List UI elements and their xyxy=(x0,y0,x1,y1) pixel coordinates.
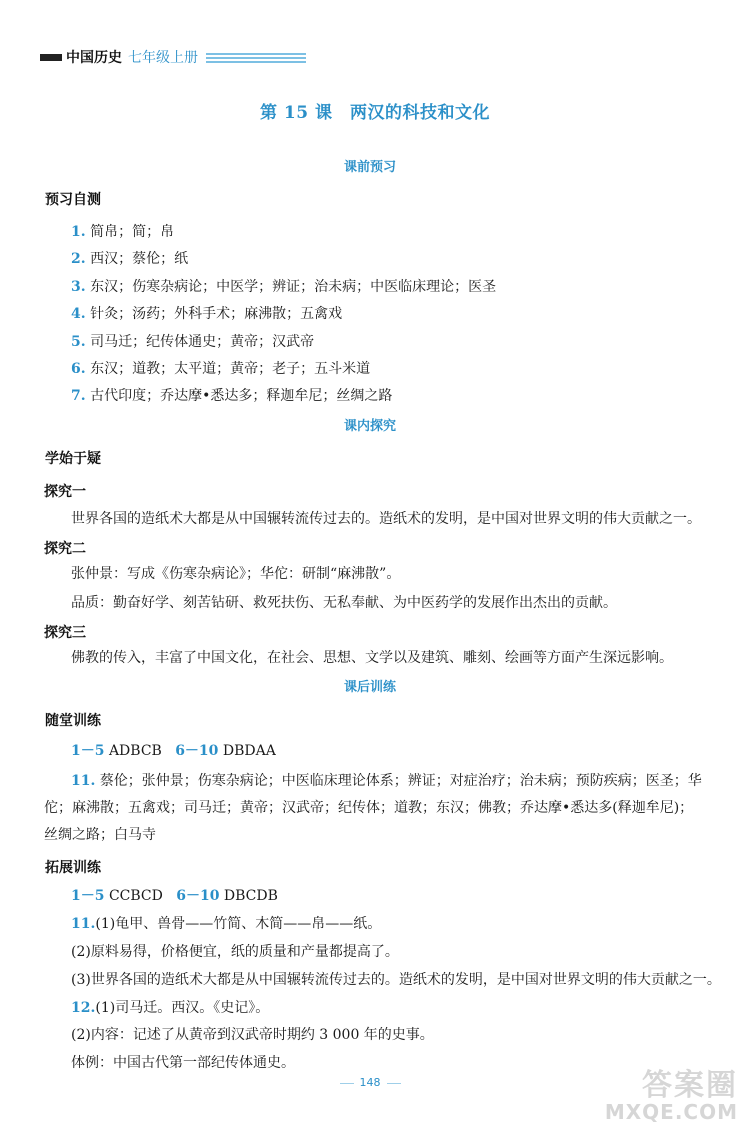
extension-q11-part-1 xyxy=(71,913,381,933)
watermark xyxy=(605,1060,738,1124)
header-subject: 中国历史 xyxy=(66,50,122,66)
preview-item-6 xyxy=(71,358,370,378)
question-number: 11. xyxy=(71,773,96,789)
inquiry-1-text: 世界各国的造纸术大都是从中国辗转流传过去的。造纸术的发明，是中国对世界文明的伟大贡献之一。 xyxy=(71,511,701,527)
header-grade: 七年级上册 xyxy=(128,50,198,66)
answer-letters: DBDAA xyxy=(222,743,276,759)
subheading-preview-test: 预习自测 xyxy=(45,192,101,208)
preview-item-4 xyxy=(71,303,342,323)
running-header xyxy=(40,47,306,67)
answer-text: (1)司马迁。西汉。《史记》。 xyxy=(95,1000,270,1016)
item-number: 3. xyxy=(71,279,86,295)
watermark-logo: 答案圈 xyxy=(642,1068,738,1103)
question-number: 12. xyxy=(71,1000,96,1016)
extension-q11-part-3: (3)世界各国的造纸术大都是从中国辗转流传过去的。造纸术的发明，是中国对世界文明的伟大贡献之一。 xyxy=(71,972,721,988)
item-text: 东汉；道教；太平道；黄帝；老子；五斗米道 xyxy=(90,361,371,377)
item-text: 西汉；蔡伦；纸 xyxy=(90,251,189,267)
inquiry-2-label: 探究二 xyxy=(44,541,86,557)
answer-letters: DBCDB xyxy=(223,888,278,904)
item-number: 5. xyxy=(71,334,86,350)
page-number-value: 148 xyxy=(359,1076,381,1089)
answer-letters: ADBCB xyxy=(108,743,162,759)
answer-range: 6－10 xyxy=(176,888,220,904)
preview-item-7 xyxy=(71,385,392,405)
section-in-class: 课内探究 xyxy=(343,419,396,434)
item-number: 4. xyxy=(71,306,86,322)
header-stripes-decoration xyxy=(206,51,306,63)
item-text: 司马迁；纪传体通史；黄帝；汉武帝 xyxy=(90,334,315,350)
extension-q12-part-1 xyxy=(71,997,269,1017)
item-text: 针灸；汤药；外科手术；麻沸散；五禽戏 xyxy=(90,306,343,322)
practice-q11-line-2: 佗；麻沸散；五禽戏；司马迁；黄帝；汉武帝；纪传体；道教；东汉；佛教；乔达摩•悉达多(释迦牟尼)； xyxy=(44,800,694,816)
item-text: 东汉；伤寒杂病论；中医学；辨证；治未病；中医临床理论；医圣 xyxy=(90,279,497,295)
section-post-class: 课后训练 xyxy=(343,680,396,695)
answer-range: 1－5 xyxy=(71,743,105,759)
answer-range: 1－5 xyxy=(71,888,105,904)
preview-item-3 xyxy=(71,276,496,296)
extension-q11-part-2: (2)原料易得，价格便宜，纸的质量和产量都提高了。 xyxy=(71,944,399,960)
inquiry-2-text-2: 品质：勤奋好学、刻苦钻研、救死扶伤、无私奉献、为中医药学的发展作出杰出的贡献。 xyxy=(71,595,617,611)
section-pre-class: 课前预习 xyxy=(343,160,396,175)
preview-item-2 xyxy=(71,248,188,268)
item-number: 2. xyxy=(71,251,86,267)
item-number: 7. xyxy=(71,388,86,404)
question-number: 11. xyxy=(71,916,96,932)
practice-choice-answers xyxy=(71,740,276,760)
inquiry-2-text-1: 张仲景：写成《伤寒杂病论》；华佗：研制“麻沸散”。 xyxy=(71,566,401,582)
subheading-in-class-practice: 随堂训练 xyxy=(45,713,101,729)
inquiry-1-label: 探究一 xyxy=(44,484,86,500)
extension-q12-part-2: (2)内容：记述了从黄帝到汉武帝时期约 3 000 年的史事。 xyxy=(71,1027,434,1043)
header-bar-decoration xyxy=(40,54,62,61)
inquiry-3-label: 探究三 xyxy=(44,625,86,641)
answer-letters: CCBCD xyxy=(108,888,163,904)
practice-q11-line-3: 丝绸之路；白马寺 xyxy=(44,827,156,843)
item-number: 1. xyxy=(71,224,86,240)
lesson-title: 第 15 课 两汉的科技和文化 xyxy=(260,103,490,123)
preview-item-5 xyxy=(71,331,314,351)
answer-text: (1)龟甲、兽骨——竹简、木简——帛——纸。 xyxy=(95,916,382,932)
watermark-url: MXQE.COM xyxy=(604,1100,738,1124)
extension-q12-part-3: 体例：中国古代第一部纪传体通史。 xyxy=(71,1055,295,1071)
subheading-extension-practice: 拓展训练 xyxy=(45,860,101,876)
extension-choice-answers xyxy=(71,885,278,905)
page-number-dash xyxy=(387,1083,401,1084)
item-text: 简帛；简；帛 xyxy=(90,224,175,240)
page-number-dash xyxy=(340,1083,354,1084)
inquiry-3-text: 佛教的传入，丰富了中国文化，在社会、思想、文学以及建筑、雕刻、绘画等方面产生深远影响。 xyxy=(71,650,673,666)
answer-range: 6－10 xyxy=(175,743,219,759)
answer-text: 蔡伦；张仲景；伤寒杂病论；中医临床理论体系；辨证；对症治疗；治未病；预防疾病；医圣；华 xyxy=(99,773,702,789)
preview-item-1 xyxy=(71,221,174,241)
item-number: 6. xyxy=(71,361,86,377)
practice-q11-line-1 xyxy=(71,770,702,790)
item-text: 古代印度；乔达摩•悉达多；释迦牟尼；丝绸之路 xyxy=(90,388,393,404)
subheading-learn-from-doubt: 学始于疑 xyxy=(45,451,101,467)
